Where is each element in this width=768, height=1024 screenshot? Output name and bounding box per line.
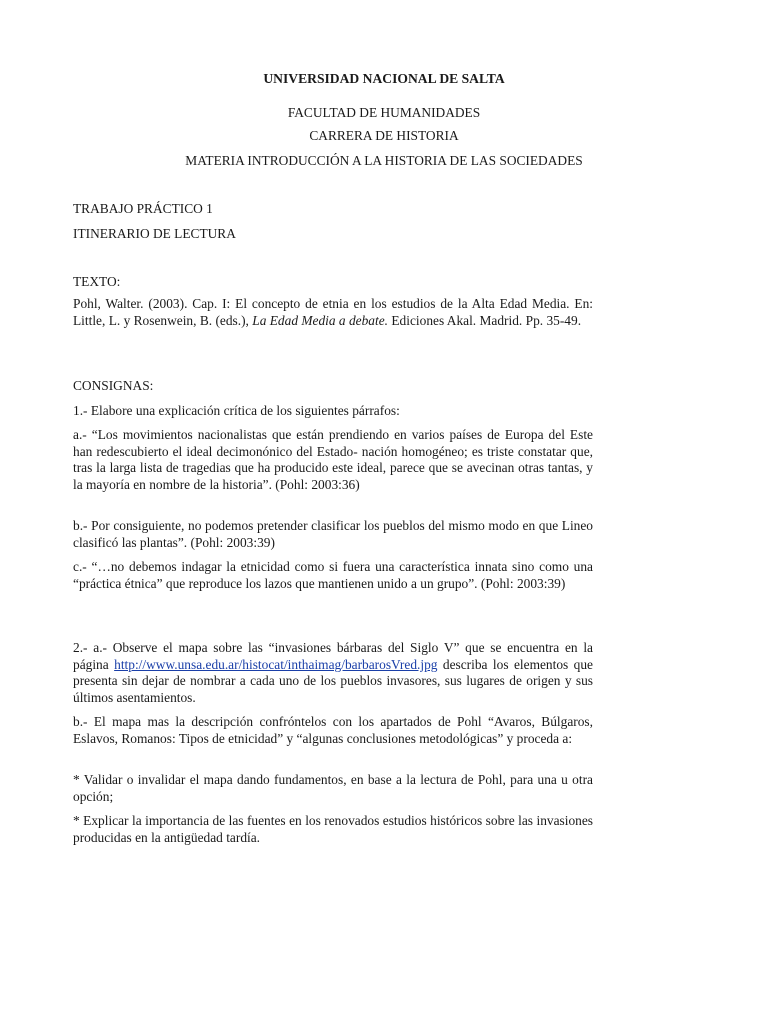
instruction-2b: b.- El mapa mas la descripción confróntelos con los apartados de Pohl “Avaros, Búlgaros, Eslavos, Romanos: Tipos de etnicidad” y “algunas conclusiones metodológicas” y proceda a: [73,714,593,746]
university-title: UNIVERSIDAD NACIONAL DE SALTA [263,71,505,86]
bullet-validate-map: * Validar o invalidar el mapa dando fundamentos, en base a la lectura de Pohl, para una u otra opción; [73,772,593,804]
subject-line: MATERIA INTRODUCCIÓN A LA HISTORIA DE LAS SOCIEDADES [185,153,583,168]
instruction-1a: a.- “Los movimientos nacionalistas que están prendiendo en varios países de Europa del Este han redescubierto el ideal decimonónico del Estado- nación homogéneo; es triste constatar que, tras la larga lista de tragedias que ha producido este ideal, parece que se avecinan otras tantas, y la mayoría en nombre de la historia”. (Pohl: 2003:36) [73,427,593,492]
instructions-heading: CONSIGNAS: [73,378,154,393]
citation-part-1: Pohl, Walter. (2003). Cap. I: El concepto de etnia en los estudios de la Alta Edad Media. En: Little, L. y Rosenwein, B. (eds.), [73,296,593,328]
citation-book-title: La Edad Media a debate. [252,312,389,328]
instruction-1: 1.- Elabore una explicación crítica de los siguientes párrafos: [73,403,400,418]
career-line: CARRERA DE HISTORIA [309,128,459,143]
citation-part-2: Ediciones Akal. Madrid. Pp. 35-49. [388,312,582,328]
instruction-1b: b.- Por consiguiente, no podemos pretender clasificar los pueblos del mismo modo en que Lineo clasificó las plantas”. (Pohl: 2003:39) [73,518,593,550]
map-link[interactable]: http://www.unsa.edu.ar/histocat/inthaimag/barbarosVred.jpg [114,656,438,672]
instruction-2a-part-1: 2.- a.- Observe el mapa sobre las “invasiones bárbaras del Siglo V” que se encuentra en la página [73,640,593,672]
faculty-line: FACULTAD DE HUMANIDADES [287,105,481,120]
assignment-title: TRABAJO PRÁCTICO 1 [73,201,213,216]
instruction-2a-part-2: describa los elementos que presenta sin dejar de nombrar a cada uno de los pueblos invasores, sus lugares de origen y sus últimos asentamientos. [73,656,593,705]
assignment-subtitle: ITINERARIO DE LECTURA [73,226,236,241]
citation-paragraph [73,296,593,329]
bullet-explain-sources: * Explicar la importancia de las fuentes en los renovados estudios históricos sobre las invasiones producidas en la antigüedad tardía. [73,813,593,845]
instruction-2a [73,640,593,706]
instruction-1c: c.- “…no debemos indagar la etnicidad como si fuera una característica innata sino como una “práctica étnica” que reproduce los lazos que mantienen unido a un grupo”. (Pohl: 2003:39) [73,559,593,591]
text-heading: TEXTO: [73,274,121,289]
